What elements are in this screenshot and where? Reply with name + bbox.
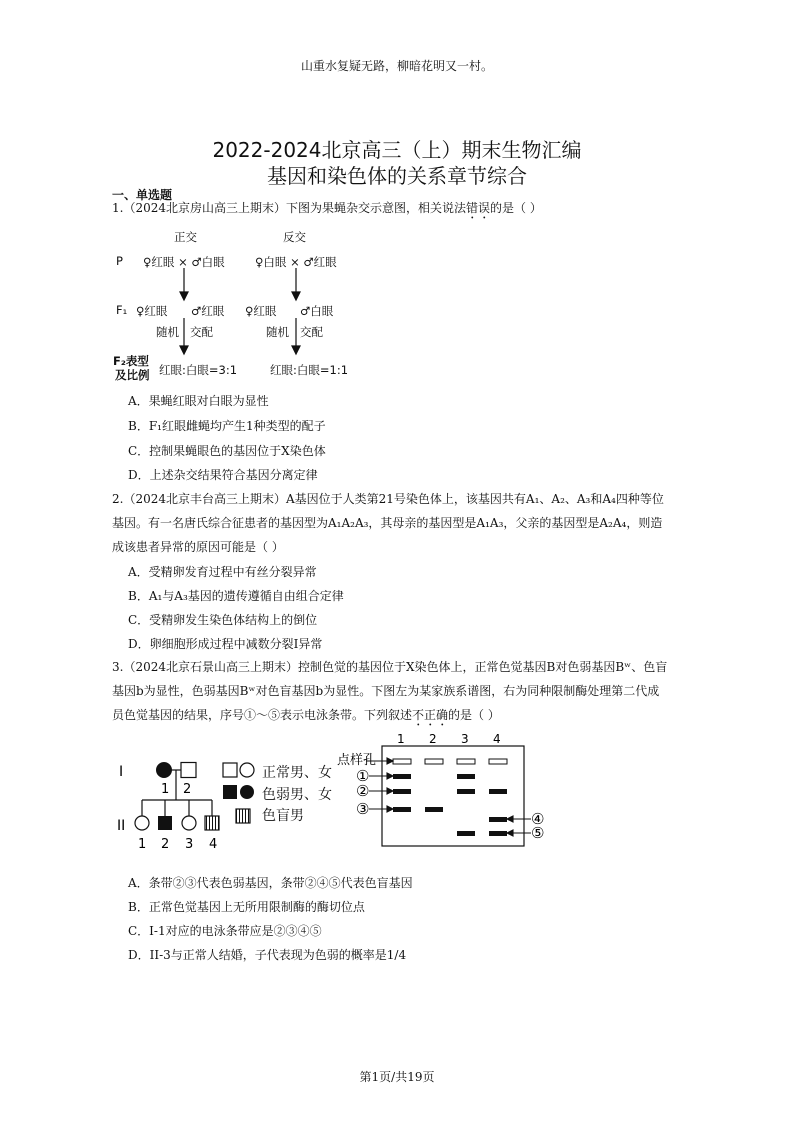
random-right-b: 交配 <box>300 325 323 339</box>
ii1-number: 1 <box>138 837 147 852</box>
q1-option-c: C．控制果蝇眼色的基因位于X染色体 <box>128 444 326 458</box>
band-lane4-2 <box>489 789 507 794</box>
generation-2-label: II <box>117 818 126 834</box>
ii4-number: 4 <box>209 837 218 852</box>
question-2-line-1: 2.（2024北京丰台高三上期末）A基因位于人类第21号染色体上，该基因共有A₁、A₂、A₃和A₄四种等位 <box>112 492 664 506</box>
cross-arrows <box>0 0 794 400</box>
random-left-b: 交配 <box>190 325 213 339</box>
well-2 <box>425 759 443 764</box>
band-lane4-5 <box>489 831 507 836</box>
question-2-line-3: 成该患者异常的原因可能是（ ） <box>112 540 284 554</box>
i1-affected-female <box>157 763 172 778</box>
ii4-blind-male <box>205 816 219 830</box>
q2-option-b: B．A₁与A₃基因的遗传遵循自由组合定律 <box>128 589 344 603</box>
q3-option-a: A．条带②③代表色弱基因，条带②④⑤代表色盲基因 <box>128 876 413 890</box>
electrophoresis-gel <box>335 730 545 850</box>
f2-ratio-right: 红眼:白眼=1:1 <box>270 363 349 377</box>
document-title: 2022-2024北京高三（上）期末生物汇编 <box>212 138 582 162</box>
question-2-line-2: 基因。有一名唐氏综合征患者的基因型为A₁A₂A₃，其母亲的基因型是A₁A₃，父亲的基因型是A₂A₄，则造 <box>112 516 663 530</box>
band-lane1-3 <box>393 807 411 812</box>
page-footer: 第1页/共19页 <box>359 1070 435 1084</box>
lane-label-2: 2 <box>429 732 437 746</box>
i2-normal-male <box>181 763 196 778</box>
q1-option-d: D．上述杂交结果符合基因分离定律 <box>128 468 318 482</box>
generation-f2-label-1: F₂表型 <box>113 354 149 368</box>
band-lane1-1 <box>393 774 411 779</box>
document-subtitle: 基因和染色体的关系章节综合 <box>267 164 527 188</box>
band-label-3: ③ <box>356 800 370 818</box>
f1-left-male: ♂红眼 <box>191 304 225 318</box>
q1-option-b: B．F₁红眼雌蝇均产生1种类型的配子 <box>128 419 326 433</box>
lane-label-3: 3 <box>461 732 469 746</box>
band-label-4: ④ <box>531 810 545 828</box>
band-lane3-2 <box>457 789 475 794</box>
well-1 <box>393 759 411 764</box>
arrow-head <box>292 346 300 354</box>
legend-blind-label: 色盲男 <box>262 808 304 824</box>
ii3-number: 3 <box>185 837 194 852</box>
well-3 <box>457 759 475 764</box>
band-label-5: ⑤ <box>531 824 545 842</box>
well-label: 点样孔 <box>337 753 377 768</box>
lane-label-4: 4 <box>493 732 501 746</box>
legend-weak-female-icon <box>240 785 254 799</box>
zhengjiao-label: 正交 <box>174 230 197 244</box>
generation-1-label: I <box>119 764 124 780</box>
q3-option-b: B．正常色觉基因上无所用限制酶的酶切位点 <box>128 900 365 914</box>
i2-number: 2 <box>183 782 192 797</box>
question-1-stem: 1.（2024北京房山高三上期末）下图为果蝇杂交示意图，相关说法错误的是（ ） <box>112 201 542 215</box>
generation-f1-label: F₁ <box>116 303 128 317</box>
q3-option-c: C．I-1对应的电泳条带应是②③④⑤ <box>128 924 322 938</box>
ii1-normal-female <box>135 816 149 830</box>
legend-blind-male-icon <box>236 809 250 823</box>
legend-normal-male-icon <box>223 763 237 777</box>
question-3-line-2: 基因b为显性，色弱基因Bʷ对色盲基因b为显性。下图左为某家族系谱图，右为同种限制酶处理第二代成 <box>112 684 660 698</box>
random-left-a: 随机 <box>156 325 179 339</box>
q2-option-c: C．受精卵发生染色体结构上的倒位 <box>128 613 318 627</box>
fanjiao-label: 反交 <box>283 230 306 244</box>
q2-option-d: D．卵细胞形成过程中减数分裂I异常 <box>128 637 323 651</box>
q1-option-a: A．果蝇红眼对白眼为显性 <box>128 394 269 408</box>
f1-left-female: ♀红眼 <box>136 304 168 318</box>
generation-p-label: P <box>116 254 123 268</box>
f1-right-male: ♂白眼 <box>300 304 334 318</box>
band-lane3-5 <box>457 831 475 836</box>
q2-option-a: A．受精卵发育过程中有丝分裂异常 <box>128 565 317 579</box>
band-lane4-4 <box>489 817 507 822</box>
legend-weak-label: 色弱男、女 <box>262 787 332 803</box>
legend-normal-label: 正常男、女 <box>262 765 332 781</box>
generation-f2-label-2: 及比例 <box>115 368 150 382</box>
band-label-1: ① <box>356 767 370 785</box>
i1-number: 1 <box>161 782 170 797</box>
band-label-2: ② <box>356 782 370 800</box>
well-4 <box>489 759 507 764</box>
legend-weak-male-icon <box>223 785 237 799</box>
page-motto: 山重水复疑无路，柳暗花明又一村。 <box>300 59 493 73</box>
p-cross-right: ♀白眼 × ♂红眼 <box>255 255 337 269</box>
band-lane3-1 <box>457 774 475 779</box>
random-right-a: 随机 <box>266 325 289 339</box>
question-3-line-3: 员色觉基因的结果，序号①～⑤表示电泳条带。下列叙述不正确的是（ ） <box>112 708 500 722</box>
ii2-number: 2 <box>161 837 170 852</box>
f2-ratio-left: 红眼:白眼=3:1 <box>159 363 238 377</box>
f1-right-female: ♀红眼 <box>245 304 277 318</box>
p-cross-left: ♀红眼 × ♂白眼 <box>143 255 225 269</box>
question-3-line-1: 3.（2024北京石景山高三上期末）控制色觉的基因位于X染色体上，正常色觉基因B对色弱基因Bʷ、色盲 <box>112 660 668 674</box>
arrow-head <box>180 292 188 300</box>
band-lane2-3 <box>425 807 443 812</box>
arrow-head <box>180 346 188 354</box>
section-heading: 一、单选题 <box>112 188 173 202</box>
arrow-head <box>292 292 300 300</box>
ii3-normal-female <box>182 816 196 830</box>
legend-normal-female-icon <box>240 763 254 777</box>
q3-option-d: D．II-3与正常人结婚，子代表现为色弱的概率是1/4 <box>128 948 407 962</box>
ii2-weak-male <box>158 816 172 830</box>
lane-label-1: 1 <box>397 732 405 746</box>
band-lane1-2 <box>393 789 411 794</box>
